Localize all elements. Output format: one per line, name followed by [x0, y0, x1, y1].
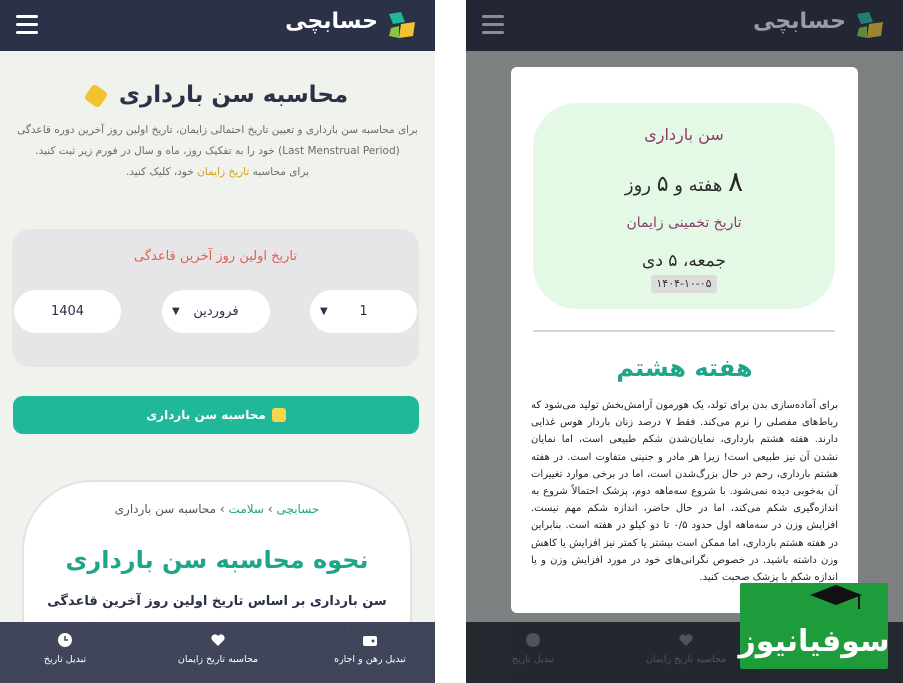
due-date-numeric: ۱۴۰۴-۱۰-۰۵ — [651, 275, 717, 293]
intro-line: (Last Menstrual Period) خود را به تفکیک روز، ماه و سال در فورم زیر ثبت کنید. — [35, 145, 400, 157]
nav-item-due-date[interactable]: محاسبه تاریخ زایمان — [163, 632, 273, 665]
year-input[interactable]: 1404 — [14, 290, 121, 333]
breadcrumb-category[interactable]: سلامت — [228, 502, 264, 516]
result-modal — [511, 67, 858, 613]
logo-icon — [853, 8, 887, 42]
day-select[interactable]: 1 ▼ — [310, 290, 417, 333]
due-date-label: تاریخ تخمینی زایمان — [626, 215, 742, 231]
menu-icon[interactable] — [16, 15, 38, 35]
pregnancy-age-label: سن بارداری — [644, 125, 724, 144]
bottle-icon — [83, 83, 108, 108]
logo-icon — [385, 8, 419, 42]
app-header — [466, 0, 903, 51]
result-screen — [466, 0, 903, 683]
article-subtitle: سن بارداری بر اساس تاریخ اولین روز آخرین قاعدگی — [47, 594, 387, 609]
chevron-down-icon: ▼ — [320, 306, 328, 317]
breadcrumb-home[interactable]: حسابچی — [276, 502, 320, 516]
nav-item-rent[interactable]: تبدیل رهن و اجاره — [315, 632, 425, 665]
nav-item-date-convert[interactable]: تبدیل تاریخ — [10, 632, 120, 665]
calculator-icon — [272, 408, 286, 422]
result-card — [533, 103, 835, 309]
due-date-link[interactable]: تاریخ زایمان — [197, 166, 250, 178]
intro-line: برای محاسبه سن بارداری و تعیین تاریخ احتمالی زایمان، تاریخ اولین روز آخرین دوره قاعدگی — [17, 124, 418, 136]
due-date-value: جمعه، ۵ دی — [642, 251, 726, 271]
week-title: هفته هشتم — [616, 354, 753, 382]
app-header — [0, 0, 435, 51]
article-title: نحوه محاسبه سن بارداری — [65, 546, 369, 574]
divider — [533, 330, 835, 332]
calculator-screen — [0, 0, 435, 683]
calculate-button[interactable]: محاسبه سن بارداری — [13, 396, 419, 434]
form-title: تاریخ اولین روز آخرین قاعدگی — [133, 249, 297, 264]
logo-text[interactable]: حسابچی — [285, 9, 378, 34]
clock-icon — [57, 632, 73, 648]
heart-icon — [210, 632, 226, 648]
pregnancy-age-value: ۸ هفته و ۵ روز — [624, 165, 744, 198]
month-select[interactable]: فروردین ▼ — [162, 290, 270, 333]
week-description: برای آماده‌سازی بدن برای تولد، یک هورمون آرامش‌بخش تولید می‌شود که رباط‌های مفصلی را نرم می‌کند. فقط ۷ درصد زنان باردار هوس غذایی دارند. هفته هشتم بارداری، نمایان‌شدن شکم طبیعی است، اما نمایان نشدن آن نیز طبیعی است! زیرا هر مادر و جنینی متفاوت است. در هفته هشتم بارداری، رحم در حال بزرگ‌شدن است، اما در برخی موارد تغییرات آن به‌خوبی دیده نمی‌شود. با شروع سه‌ماهه دوم، پزشک احتمالاً شروع به اندازه‌گیری شکم می‌کند، اما در حال حاضر، اندازه شکم مهم نیست. افزایش وزن در سه‌ماهه اول حدود ۰/۵ تا دو کیلو در هفته است. بنابراین در هفته هشتم بارداری، اما ممکن است بیشتر یا کمتر نیز افزایش یا کاهش وزن داشته باشید. در خصوص نگرانی‌های خود در مورد افزایش وزن و یا اندازه شکم با پزشک صحبت کنید. — [531, 400, 839, 584]
intro-line: برای محاسبه تاریخ زایمان خود، کلیک کنید. — [125, 166, 310, 178]
chevron-down-icon: ▼ — [172, 306, 180, 317]
lmp-form — [12, 229, 419, 367]
breadcrumb-current: محاسبه سن بارداری — [114, 502, 217, 516]
bottom-nav — [0, 622, 435, 683]
page-title: محاسبه سن بارداری — [0, 82, 435, 108]
menu-icon[interactable] — [482, 15, 504, 35]
breadcrumb: حسابچی › سلامت › محاسبه سن بارداری — [114, 502, 320, 516]
watermark-logo: سوفیانیوز — [740, 583, 888, 669]
logo-text[interactable]: حسابچی — [753, 9, 846, 34]
intro-text — [12, 120, 423, 183]
graduation-cap-icon — [808, 583, 864, 613]
wallet-icon — [362, 632, 378, 648]
